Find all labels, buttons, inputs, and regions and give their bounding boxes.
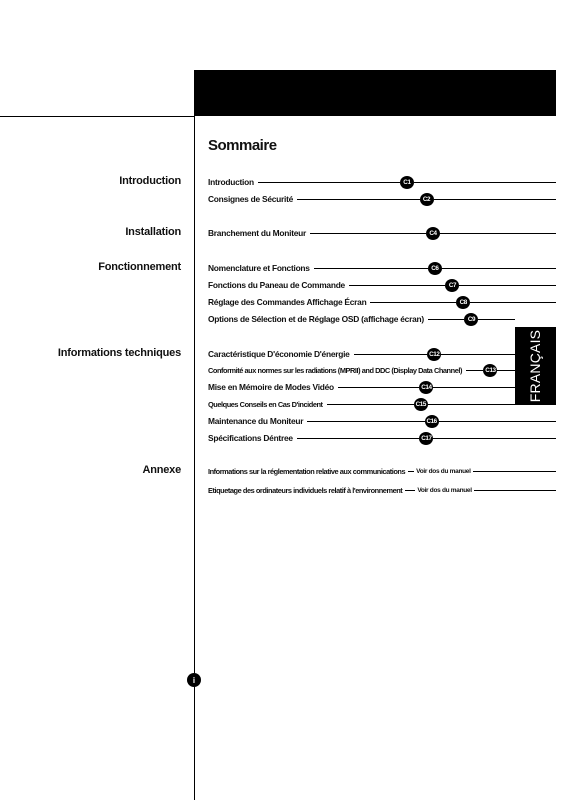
page-badge: C1 <box>400 176 414 189</box>
leader-line <box>297 199 419 200</box>
entry-label: Options de Sélection et de Réglage OSD (affichage écran) <box>208 314 424 324</box>
toc-entry[interactable] <box>208 226 556 240</box>
page-title: Sommaire <box>208 137 277 154</box>
leader-line <box>338 387 420 388</box>
toc-entry[interactable] <box>208 431 556 445</box>
page-badge: C2 <box>420 193 434 206</box>
leader-line <box>442 268 556 269</box>
section-fonctionnement: Fonctionnement <box>98 261 181 273</box>
toc-entry[interactable] <box>208 175 556 189</box>
leader-line <box>478 319 515 320</box>
leader-line <box>466 370 484 371</box>
entry-label: Conformité aux normes sur les radiations (MPRII) and DDC (Display Data Channel) <box>208 365 462 375</box>
page-badge: C12 <box>427 348 441 361</box>
leader-line <box>428 404 515 405</box>
page-badge: C16 <box>425 415 439 428</box>
entry-label: Spécifications Déntree <box>208 433 293 443</box>
section-introduction: Introduction <box>119 175 181 187</box>
page-reference: Voir dos du manuel <box>416 467 471 475</box>
section-installation: Installation <box>125 226 181 238</box>
leader-line <box>428 319 465 320</box>
leader-line <box>440 233 556 234</box>
entry-label: Nomenclature et Fonctions <box>208 263 310 273</box>
page-badge: C15 <box>414 398 428 411</box>
page-badge: C8 <box>456 296 470 309</box>
leader-line <box>433 438 556 439</box>
leader-line <box>459 285 556 286</box>
divider-line <box>194 116 195 800</box>
entry-label: Réglage des Commandes Affichage Écran <box>208 297 367 307</box>
leader-line <box>473 471 556 472</box>
leader-line <box>497 370 515 371</box>
page-badge: C13 <box>483 364 497 377</box>
page-reference: Voir dos du manuel <box>417 486 472 494</box>
leader-line <box>314 268 428 269</box>
leader-line <box>327 404 414 405</box>
entry-label: Caractéristique D'économie D'énergie <box>208 349 350 359</box>
leader-line <box>310 233 426 234</box>
page-badge: C17 <box>419 432 433 445</box>
leader-line <box>258 182 400 183</box>
toc-entry[interactable] <box>208 261 556 275</box>
entry-label: Quelques Conseils en Cas D'incident <box>208 399 323 409</box>
leader-line <box>307 421 424 422</box>
toc-entry[interactable] <box>208 397 515 411</box>
leader-line <box>297 438 420 439</box>
toc-entry[interactable] <box>208 363 515 377</box>
entry-label: Etiquetage des ordinateurs individuels relatif à l'environnement <box>208 485 403 495</box>
toc-entry[interactable] <box>208 414 556 428</box>
toc-entry[interactable] <box>208 312 515 326</box>
leader-line <box>439 421 556 422</box>
language-tab <box>515 327 556 405</box>
toc-entry[interactable] <box>208 278 556 292</box>
leader-line <box>474 490 556 491</box>
leader-line <box>433 387 515 388</box>
leader-line <box>408 471 414 472</box>
entry-label: Consignes de Sécurité <box>208 194 294 204</box>
toc-entry[interactable] <box>208 295 556 309</box>
leader-line <box>441 354 515 355</box>
leader-line <box>349 285 446 286</box>
toc-entry[interactable] <box>208 347 515 361</box>
header-bar <box>194 70 556 116</box>
entry-label: Maintenance du Moniteur <box>208 416 304 426</box>
entry-label: Mise en Mémoire de Modes Vidéo <box>208 382 334 392</box>
toc-entry[interactable] <box>208 483 556 497</box>
language-tab-label: FRANÇAIS <box>527 329 544 403</box>
leader-line <box>470 302 556 303</box>
page-badge: C6 <box>428 262 442 275</box>
entry-label: Informations sur la réglementation relative aux communications <box>208 466 406 476</box>
leader-line <box>354 354 428 355</box>
page-badge: C4 <box>426 227 440 240</box>
toc-entry[interactable] <box>208 380 515 394</box>
toc-entry[interactable] <box>208 464 556 478</box>
page-badge: C7 <box>445 279 459 292</box>
section-informations-techniques: Informations techniques <box>57 347 181 359</box>
entry-label: Fonctions du Paneau de Commande <box>208 280 345 290</box>
entry-label: Branchement du Moniteur <box>208 228 307 238</box>
toc-entry[interactable] <box>208 192 556 206</box>
page-number-badge: i <box>187 673 201 687</box>
leader-line <box>405 490 415 491</box>
page-badge: C14 <box>419 381 433 394</box>
leader-line <box>370 302 456 303</box>
page-badge: C9 <box>464 313 478 326</box>
section-annexe: Annexe <box>142 464 181 476</box>
left-rule <box>0 116 194 117</box>
entry-label: Introduction <box>208 177 254 187</box>
leader-line <box>414 182 556 183</box>
leader-line <box>434 199 556 200</box>
